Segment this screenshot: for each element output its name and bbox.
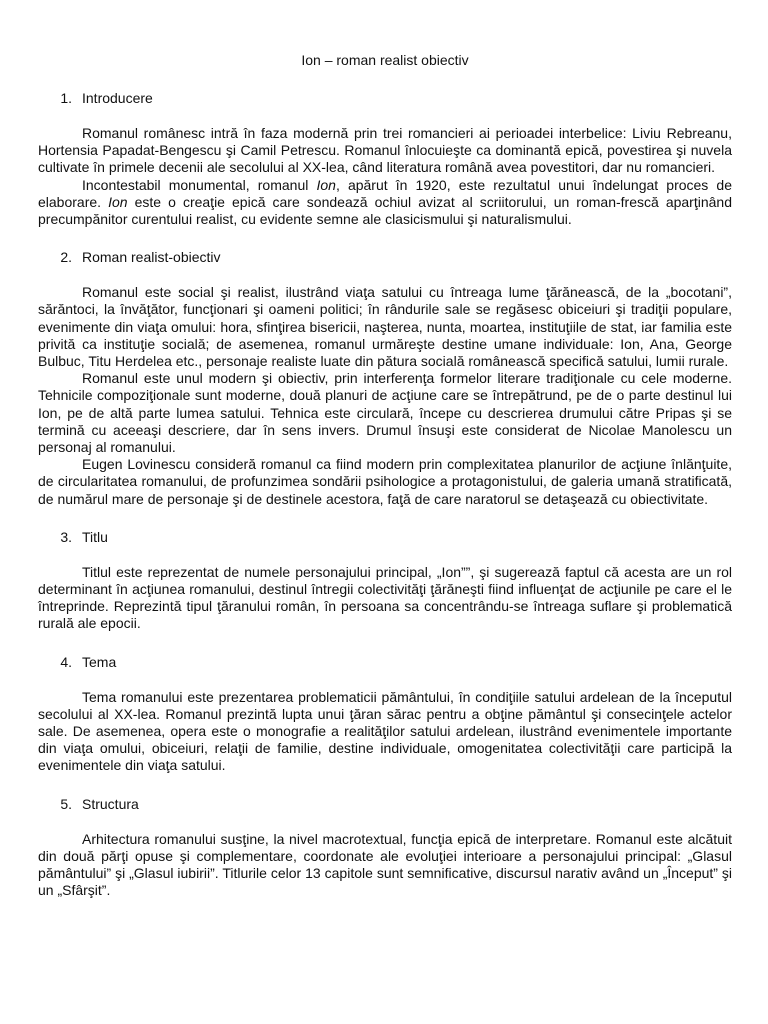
section-heading-label: Introducere [82, 90, 153, 106]
section-number: 1. [60, 90, 72, 106]
section-1 [38, 90, 732, 228]
text-run: Romanul românesc intră în faza modernă prin trei romancieri ai perioadei interbelice: Liviu Rebreanu, Hortensia Papadat-Bengescu şi Camil Petrescu. Romanul înlocuieşte ca dominantă epică, povestirea şi nuvela cultivate în primele decenii ale secolului al XX-lea, când literatura română avea povestitori, dar nu romancieri. [38, 125, 732, 176]
section-heading-label: Structura [82, 795, 139, 812]
paragraph [38, 284, 732, 370]
paragraph [38, 177, 732, 229]
paragraph [38, 831, 732, 900]
paragraph [38, 689, 732, 775]
section-heading-label: Titlu [82, 528, 108, 545]
document-body [38, 90, 732, 900]
section-2 [38, 249, 732, 508]
section-number: 4. [60, 653, 72, 670]
text-run: Arhitectura romanului susţine, la nivel macrotextual, funcţia epică de interpretare. Romanul este alcătuit din două părţi opuse şi complementare, coordonate ale evoluţiei interioare a personajului principal: „Glasul pământului” şi „Glasul iubirii”. Titlurile celor 13 capitole sunt semnificative, discursul narativ având un „Început” şi un „Sfârşit”. [38, 830, 732, 899]
italic-text-run: Ion [108, 193, 128, 210]
italic-text-run: Ion [316, 176, 336, 193]
text-run: , apărut în 1920, este rezultatul unui îndelungat proces de elaborare. [38, 176, 732, 210]
text-run: este o creaţie epică care sondează ochiul avizat al scriitorului, un roman-frescă aparţinând precumpănitor curentului realist, cu evidente semne ale clasicismului şi naturalismului. [38, 193, 732, 228]
section-heading [38, 529, 732, 546]
section-heading [38, 796, 732, 813]
section-heading [38, 249, 732, 266]
text-run: Titlul este reprezentat de numele personajului principal, „Ion””, şi sugerează faptul că acesta are un rol determinant în acţiunea romanului, destinul întregii colectivităţi ţărăneşti fiind influenţat de acţiunile pe care el le întreprinde. Reprezintă tipul ţăranului român, în persoana sa concentrându-se întreaga suflare şi problematică rurală ale epocii. [38, 563, 732, 632]
section-5 [38, 796, 732, 900]
text-run: Romanul este unul modern şi obiectiv, prin interferenţa formelor literare tradiţionale cu cele moderne. Tehnicile compoziţionale sunt moderne, două planuri de acţiune care se întrepătrund, pe de o parte destinul lui Ion, pe de altă parte lumea satului. Tehnica este circulară, începe cu descrierea drumului către Pripas şi se termină cu aceeaşi descriere, dar în sens invers. Drumul însuşi este considerat de Nicolae Manolescu un personaj al romanului. [38, 370, 732, 456]
section-heading [38, 654, 732, 671]
paragraph [38, 456, 732, 508]
text-run: Incontestabil monumental, romanul [82, 176, 317, 193]
section-3 [38, 529, 732, 633]
section-heading-label: Roman realist-obiectiv [82, 249, 221, 266]
text-run: Romanul este social şi realist, ilustrând viaţa satului cu întreaga lume ţărănească, de la „bocotani”, sărăntoci, la învăţător, funcţionari şi oameni politici; în rândurile sale se regăsesc obiceiuri şi tradiţii populare, evenimente din viaţa omului: hora, sfinţirea bisericii, naşterea, nunta, moartea, instituţiile de stat, iar familia este privită ca instituţie socială; de asemenea, romanul urmăreşte destine umane individuale: Ion, Ana, George Bulbuc, Titu Herdelea etc., personaje realiste luate din pătura socială românească specifică satului, lumii rurale. [38, 284, 732, 370]
section-number: 2. [60, 249, 72, 266]
paragraph [38, 564, 732, 633]
paragraph [38, 125, 732, 177]
text-run: Tema romanului este prezentarea problematicii pământului, în condiţiile satului ardelean de la începutul secolului al XX-lea. Romanul prezintă lupta unui ţăran sărac pentru a obţine pământul şi consecinţele actelor sale. De asemenea, opera este o monografie a realităţilor satului ardelean, ilustrând evenimentele importante din viaţa omului, obiceiuri, relaţii de familie, destine individuale, omogenitatea colectivităţii care participă la evenimentele din viaţa satului. [38, 688, 732, 774]
paragraph [38, 370, 732, 456]
text-run: Eugen Lovinescu consideră romanul ca fiind modern prin complexitatea planurilor de acţiune înlănţuite, de circularitatea romanului, de profunzimea sondării psihologice a protagonistului, de galeria umană stratificată, de numărul mare de personaje şi de destinele acestora, faţă de care naratorul se detaşează cu obiectivitate. [38, 456, 732, 507]
section-heading [38, 90, 732, 107]
section-heading-label: Tema [82, 653, 117, 670]
document-title: Ion – roman realist obiectiv [301, 52, 469, 68]
section-number: 5. [60, 795, 72, 812]
section-4 [38, 654, 732, 775]
section-number: 3. [60, 528, 72, 545]
